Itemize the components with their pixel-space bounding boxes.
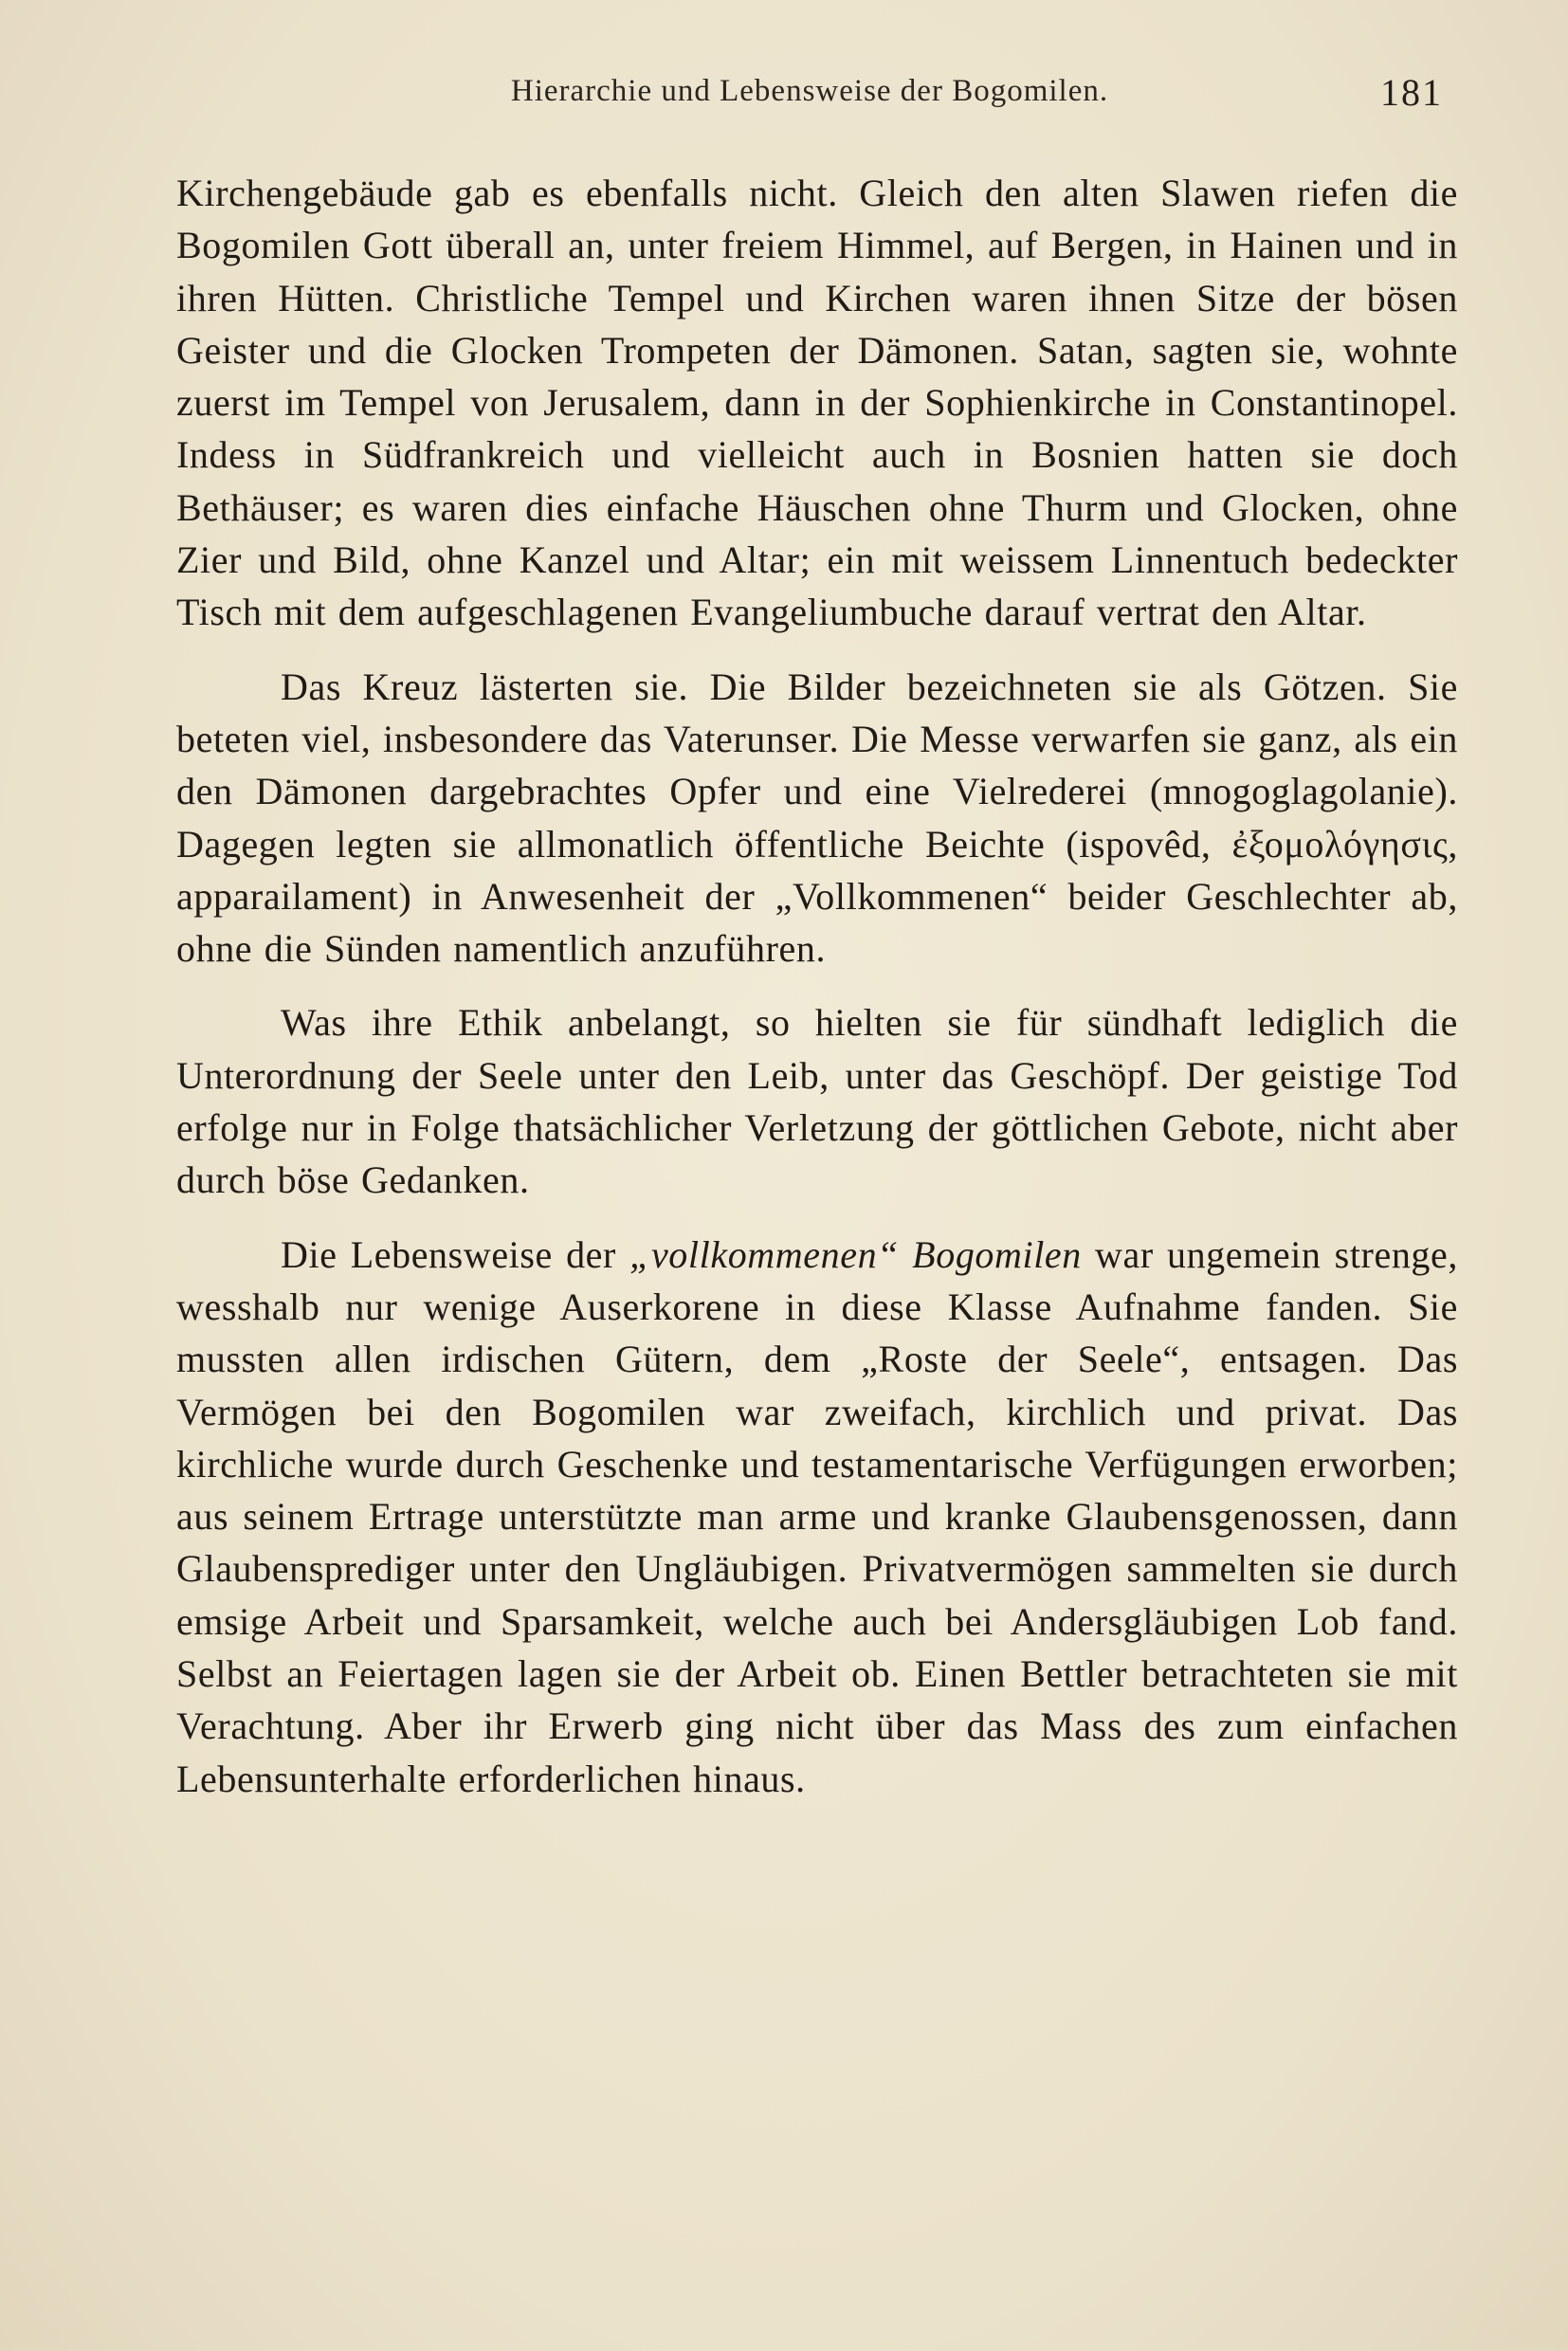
paragraph-way-of-life-rest: war ungemein strenge, wesshalb nur wenige Auserkorene in diese Klasse Aufnahme fanden. Sie mussten allen irdischen Gütern, dem „Roste der Seele“, entsagen. Das Vermögen bei den Bogomilen war zweifach, kirchlich und privat. Das kirchliche wurde durch Geschenke und testamentarische Verfügungen erworben; aus seinem Ertrage unterstützte man arme und kranke Glaubensgenossen, dann Glaubensprediger unter den Ungläubigen. Privatvermögen sammelten sie durch emsige Arbeit und Sparsamkeit, welche auch bei Andersgläubigen Lob fand. Selbst an Feiertagen lagen sie der Arbeit ob. Einen Bettler betrachteten sie mit Verachtung. Aber ihr Erwerb ging nicht über das Mass des zum einfachen Lebensunterhalte erforderlichen hinaus. [176, 1232, 1458, 1800]
paragraph-way-of-life-start: Die Lebensweise der [281, 1232, 630, 1276]
paragraph-ethics: Was ihre Ethik anbelangt, so hielten sie für sündhaft lediglich die Unterordnung der Seele unter den Leib, unter das Geschöpf. Der geistige Tod erfolge nur in Folge thatsächlicher Verletzung der göttlichen Gebote, nicht aber durch böse Gedanken. [176, 1001, 1458, 1202]
page-number: 181 [1380, 71, 1443, 114]
paragraph-worship-practices: Das Kreuz lästerten sie. Die Bilder bezeichneten sie als Götzen. Sie beteten viel, insbesondere das Vaterunser. Die Messe verwarfen sie ganz, als ein den Dämonen dargebrachtes Opfer und eine Vielrederei (mnogoglagolanie). Dagegen legten sie allmonatlich öffentliche Beichte (ispovêd, ἐξομολόγησις, apparailament) in Anwesenheit der „Vollkommenen“ beider Geschlechter ab, ohne die Sünden namentlich anzuführen. [176, 665, 1458, 971]
paragraph-church-buildings: Kirchengebäude gab es ebenfalls nicht. Gleich den alten Slawen riefen die Bogomilen Gott überall an, unter freiem Himmel, auf Bergen, in Hainen und in ihren Hütten. Christliche Tempel und Kirchen waren ihnen Sitze der bösen Geister und die Glocken Trompeten der Dämonen. Satan, sagten sie, wohnte zuerst im Tempel von Jerusalem, dann in der Sophienkirche in Constantinopel. Indess in Südfrankreich und vielleicht auch in Bosnien hatten sie doch Bethäuser; es waren dies einfache Häuschen ohne Thurm und Glocken, ohne Zier und Bild, ohne Kanzel und Altar; ein mit weissem Linnentuch bedeckter Tisch mit dem aufgeschlagenen Evangeliumbuche darauf vertrat den Altar. [176, 172, 1458, 634]
running-head: Hierarchie und Lebensweise der Bogomilen. [510, 74, 1109, 108]
body-text [176, 167, 1458, 1805]
paragraph-way-of-life [176, 1229, 1458, 1805]
paragraph-way-of-life-emphasis: „vollkommenen“ Bogomilen [629, 1232, 1082, 1276]
page-header [176, 61, 1443, 137]
